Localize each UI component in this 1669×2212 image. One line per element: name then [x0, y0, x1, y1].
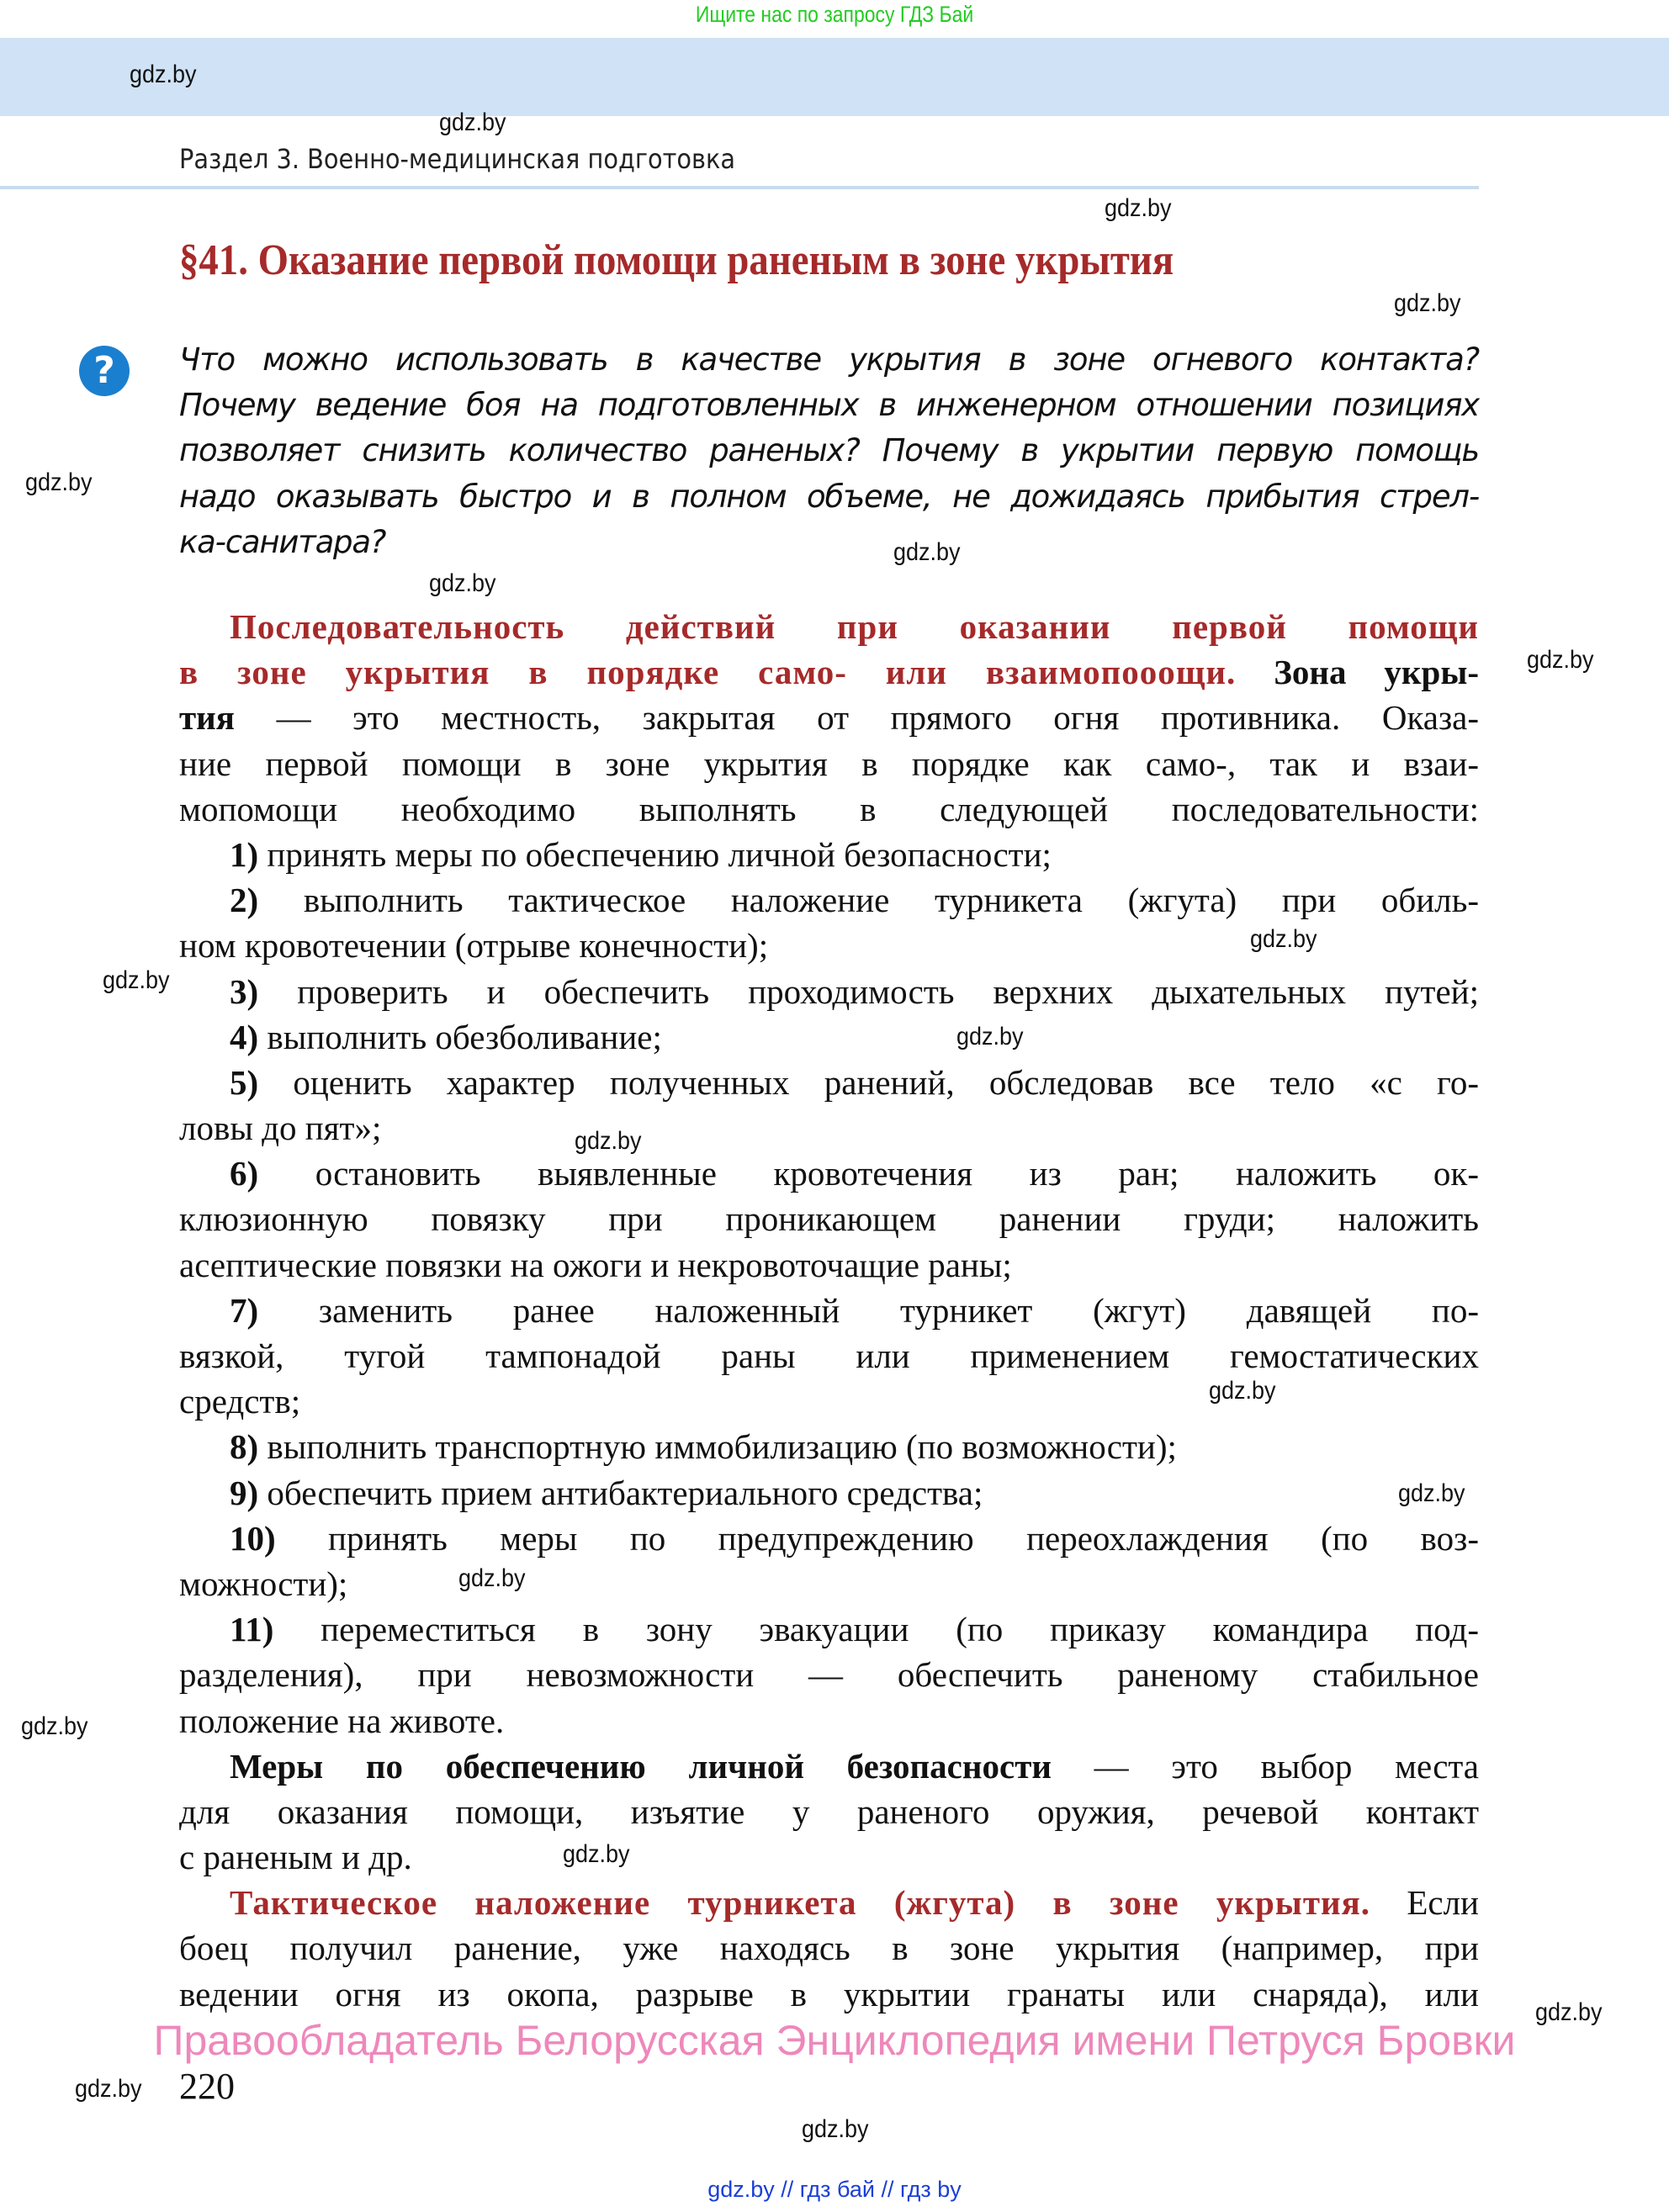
bold-text: 2)	[230, 881, 259, 920]
text-line	[179, 1516, 1479, 1561]
text: боец получил ранение, уже находясь в зоне укрытия (например, при	[179, 1929, 1479, 1968]
search-hint-banner: Ищите нас по запросу ГДЗ Бай	[695, 2, 974, 27]
bold-text: 11)	[230, 1610, 274, 1649]
section-header: Раздел 3. Военно-медицинская подготовка	[179, 143, 736, 175]
text: выполнить тактическое наложение турникета (жгута) при обиль-	[258, 881, 1479, 920]
intro-line: Что можно использовать в качестве укрытия в зоне огневого контакта?	[179, 341, 1479, 378]
text-line	[179, 1606, 1479, 1652]
bold-text: Меры по обеспечению личной безопасности	[230, 1746, 1052, 1786]
gdz-watermark: gdz.by	[103, 966, 170, 994]
text-line	[179, 1789, 1479, 1834]
bold-text: Зона укры-	[1236, 653, 1480, 692]
gdz-watermark: gdz.by	[21, 1712, 88, 1740]
gdz-watermark: gdz.by	[429, 569, 496, 597]
bold-text: 1)	[230, 834, 259, 874]
subheading-text: в зоне укрытия в порядке само- или взаимопооощи.	[179, 653, 1237, 692]
bottom-links[interactable]: gdz.by // гдз бай // гдз by	[707, 2177, 962, 2202]
text: — это местность, закрытая от прямого огня противника. Оказа-	[234, 698, 1479, 738]
text: ном кровотечении (отрыве конечности);	[179, 926, 769, 966]
subheading-text: Тактическое наложение турникета (жгута) в зоне укрытия.	[230, 1883, 1371, 1923]
subheading-text: Последовательность действий при оказании первой помощи	[230, 607, 1479, 646]
text: переместиться в зону эвакуации (по приказу командира под-	[273, 1610, 1479, 1649]
text-line	[179, 1379, 1479, 1424]
question-circle-icon: ?	[79, 346, 130, 396]
header-divider	[0, 186, 1479, 189]
bold-text: тия	[179, 698, 235, 738]
text: проверить и обеспечить проходимость верхних дыхательных путей;	[258, 971, 1479, 1011]
text: положение на животе.	[179, 1701, 505, 1740]
text-line	[179, 969, 1479, 1014]
text: заменить ранее наложенный турникет (жгут) давящей по-	[258, 1290, 1479, 1330]
copyright-watermark: Правообладатель Белорусская Энциклопедия имени Петруся Бровки	[153, 2017, 1516, 2064]
text: средств;	[179, 1382, 301, 1421]
gdz-watermark: gdz.by	[458, 1564, 526, 1592]
text-line	[179, 1151, 1479, 1196]
text: разделения), при невозможности — обеспечить раненому стабильное	[179, 1655, 1479, 1695]
text-line	[179, 1971, 1479, 2017]
text: для оказания помощи, изъятие у раненого оружия, речевой контакт	[179, 1791, 1479, 1831]
text: выполнить транспортную иммобилизацию (по возможности);	[258, 1427, 1177, 1467]
text: Если	[1370, 1883, 1479, 1923]
intro-questions	[179, 337, 1479, 565]
bold-text: 4)	[230, 1017, 259, 1056]
text-line	[179, 1242, 1479, 1288]
text-line	[179, 1424, 1479, 1469]
text-line	[179, 877, 1479, 923]
gdz-watermark: gdz.by	[1209, 1377, 1276, 1405]
text: клюзионную повязку при проникающем ранении груди; наложить	[179, 1199, 1479, 1239]
gdz-watermark: gdz.by	[1535, 1998, 1603, 2026]
intro-line: Почему ведение боя на подготовленных в инженерном отношении позициях	[179, 387, 1479, 424]
gdz-watermark: gdz.by	[1250, 925, 1317, 953]
text: оценить характер полученных ранений, обследовав все тело «с го-	[258, 1062, 1479, 1102]
text-line	[179, 695, 1479, 740]
text-line	[179, 1333, 1479, 1379]
text-line	[179, 1698, 1479, 1744]
text: вязкой, тугой тампонадой раны или применением гемостатических	[179, 1336, 1479, 1375]
gdz-watermark: gdz.by	[1527, 646, 1594, 674]
gdz-watermark: gdz.by	[563, 1840, 630, 1868]
bold-text: 6)	[230, 1154, 259, 1193]
intro-line: ка-санитара?	[179, 523, 386, 560]
gdz-watermark: gdz.by	[1105, 194, 1172, 222]
text: выполнить обезболивание;	[258, 1017, 662, 1056]
intro-line: позволяет снизить количество раненых? Почему в укрытии первую помощь	[179, 432, 1479, 469]
gdz-watermark: gdz.by	[575, 1127, 642, 1155]
bold-text: 10)	[230, 1518, 276, 1558]
text-line	[179, 649, 1479, 695]
bold-text: 3)	[230, 971, 259, 1011]
text-line	[179, 786, 1479, 832]
gdz-watermark: gdz.by	[893, 538, 961, 566]
page-number: 220	[179, 2066, 235, 2107]
text: ловы до пят»;	[179, 1109, 382, 1148]
gdz-watermark: gdz.by	[130, 61, 197, 88]
text: обеспечить прием антибактериального средства;	[258, 1473, 983, 1512]
text-line	[179, 604, 1479, 649]
gdz-watermark: gdz.by	[956, 1023, 1024, 1050]
text: асептические повязки на ожоги и некровоточащие раны;	[179, 1245, 1012, 1284]
gdz-watermark: gdz.by	[25, 468, 93, 496]
text: принять меры по обеспечению личной безопасности;	[258, 834, 1052, 874]
text-line	[179, 832, 1479, 877]
text-line	[179, 1652, 1479, 1697]
bold-text: 9)	[230, 1473, 259, 1512]
text: ведении огня из окопа, разрыве в укрытии гранаты или снаряда), или	[179, 1974, 1479, 2014]
header-band	[0, 38, 1669, 116]
gdz-watermark: gdz.by	[802, 2115, 869, 2143]
gdz-watermark: gdz.by	[75, 2075, 142, 2103]
text-line	[179, 741, 1479, 786]
bold-text: 8)	[230, 1427, 259, 1467]
text: ние первой помощи в зоне укрытия в порядке как само-, так и взаи-	[179, 744, 1479, 783]
page-title: §41. Оказание первой помощи раненым в зоне укрытия	[179, 236, 1174, 284]
intro-line: надо оказывать быстро и в полном объеме, не дожидаясь прибытия стрел-	[179, 478, 1479, 515]
text-line	[179, 1880, 1479, 1925]
text: остановить выявленные кровотечения из ран; наложить ок-	[258, 1154, 1479, 1193]
text-line	[179, 1925, 1479, 1971]
gdz-watermark: gdz.by	[439, 108, 506, 136]
text-line	[179, 1288, 1479, 1333]
gdz-watermark: gdz.by	[1394, 289, 1461, 317]
text: мопомощи необходимо выполнять в следующей последовательности:	[179, 789, 1479, 828]
bold-text: 5)	[230, 1062, 259, 1102]
text-line	[179, 1470, 1479, 1516]
text-line	[179, 1196, 1479, 1241]
gdz-watermark: gdz.by	[1398, 1479, 1465, 1507]
text: принять меры по предупреждению переохлаждения (по воз-	[275, 1518, 1479, 1558]
text-line	[179, 1060, 1479, 1105]
text: можности);	[179, 1564, 348, 1603]
text: с раненым и др.	[179, 1838, 412, 1877]
text-line	[179, 1014, 1479, 1060]
text-line	[179, 1744, 1479, 1789]
text-line	[179, 1561, 1479, 1606]
body-text	[179, 604, 1479, 2017]
text-line	[179, 1834, 1479, 1880]
text-line	[179, 1105, 1479, 1151]
text: — это выбор места	[1051, 1746, 1480, 1786]
bold-text: 7)	[230, 1290, 259, 1330]
